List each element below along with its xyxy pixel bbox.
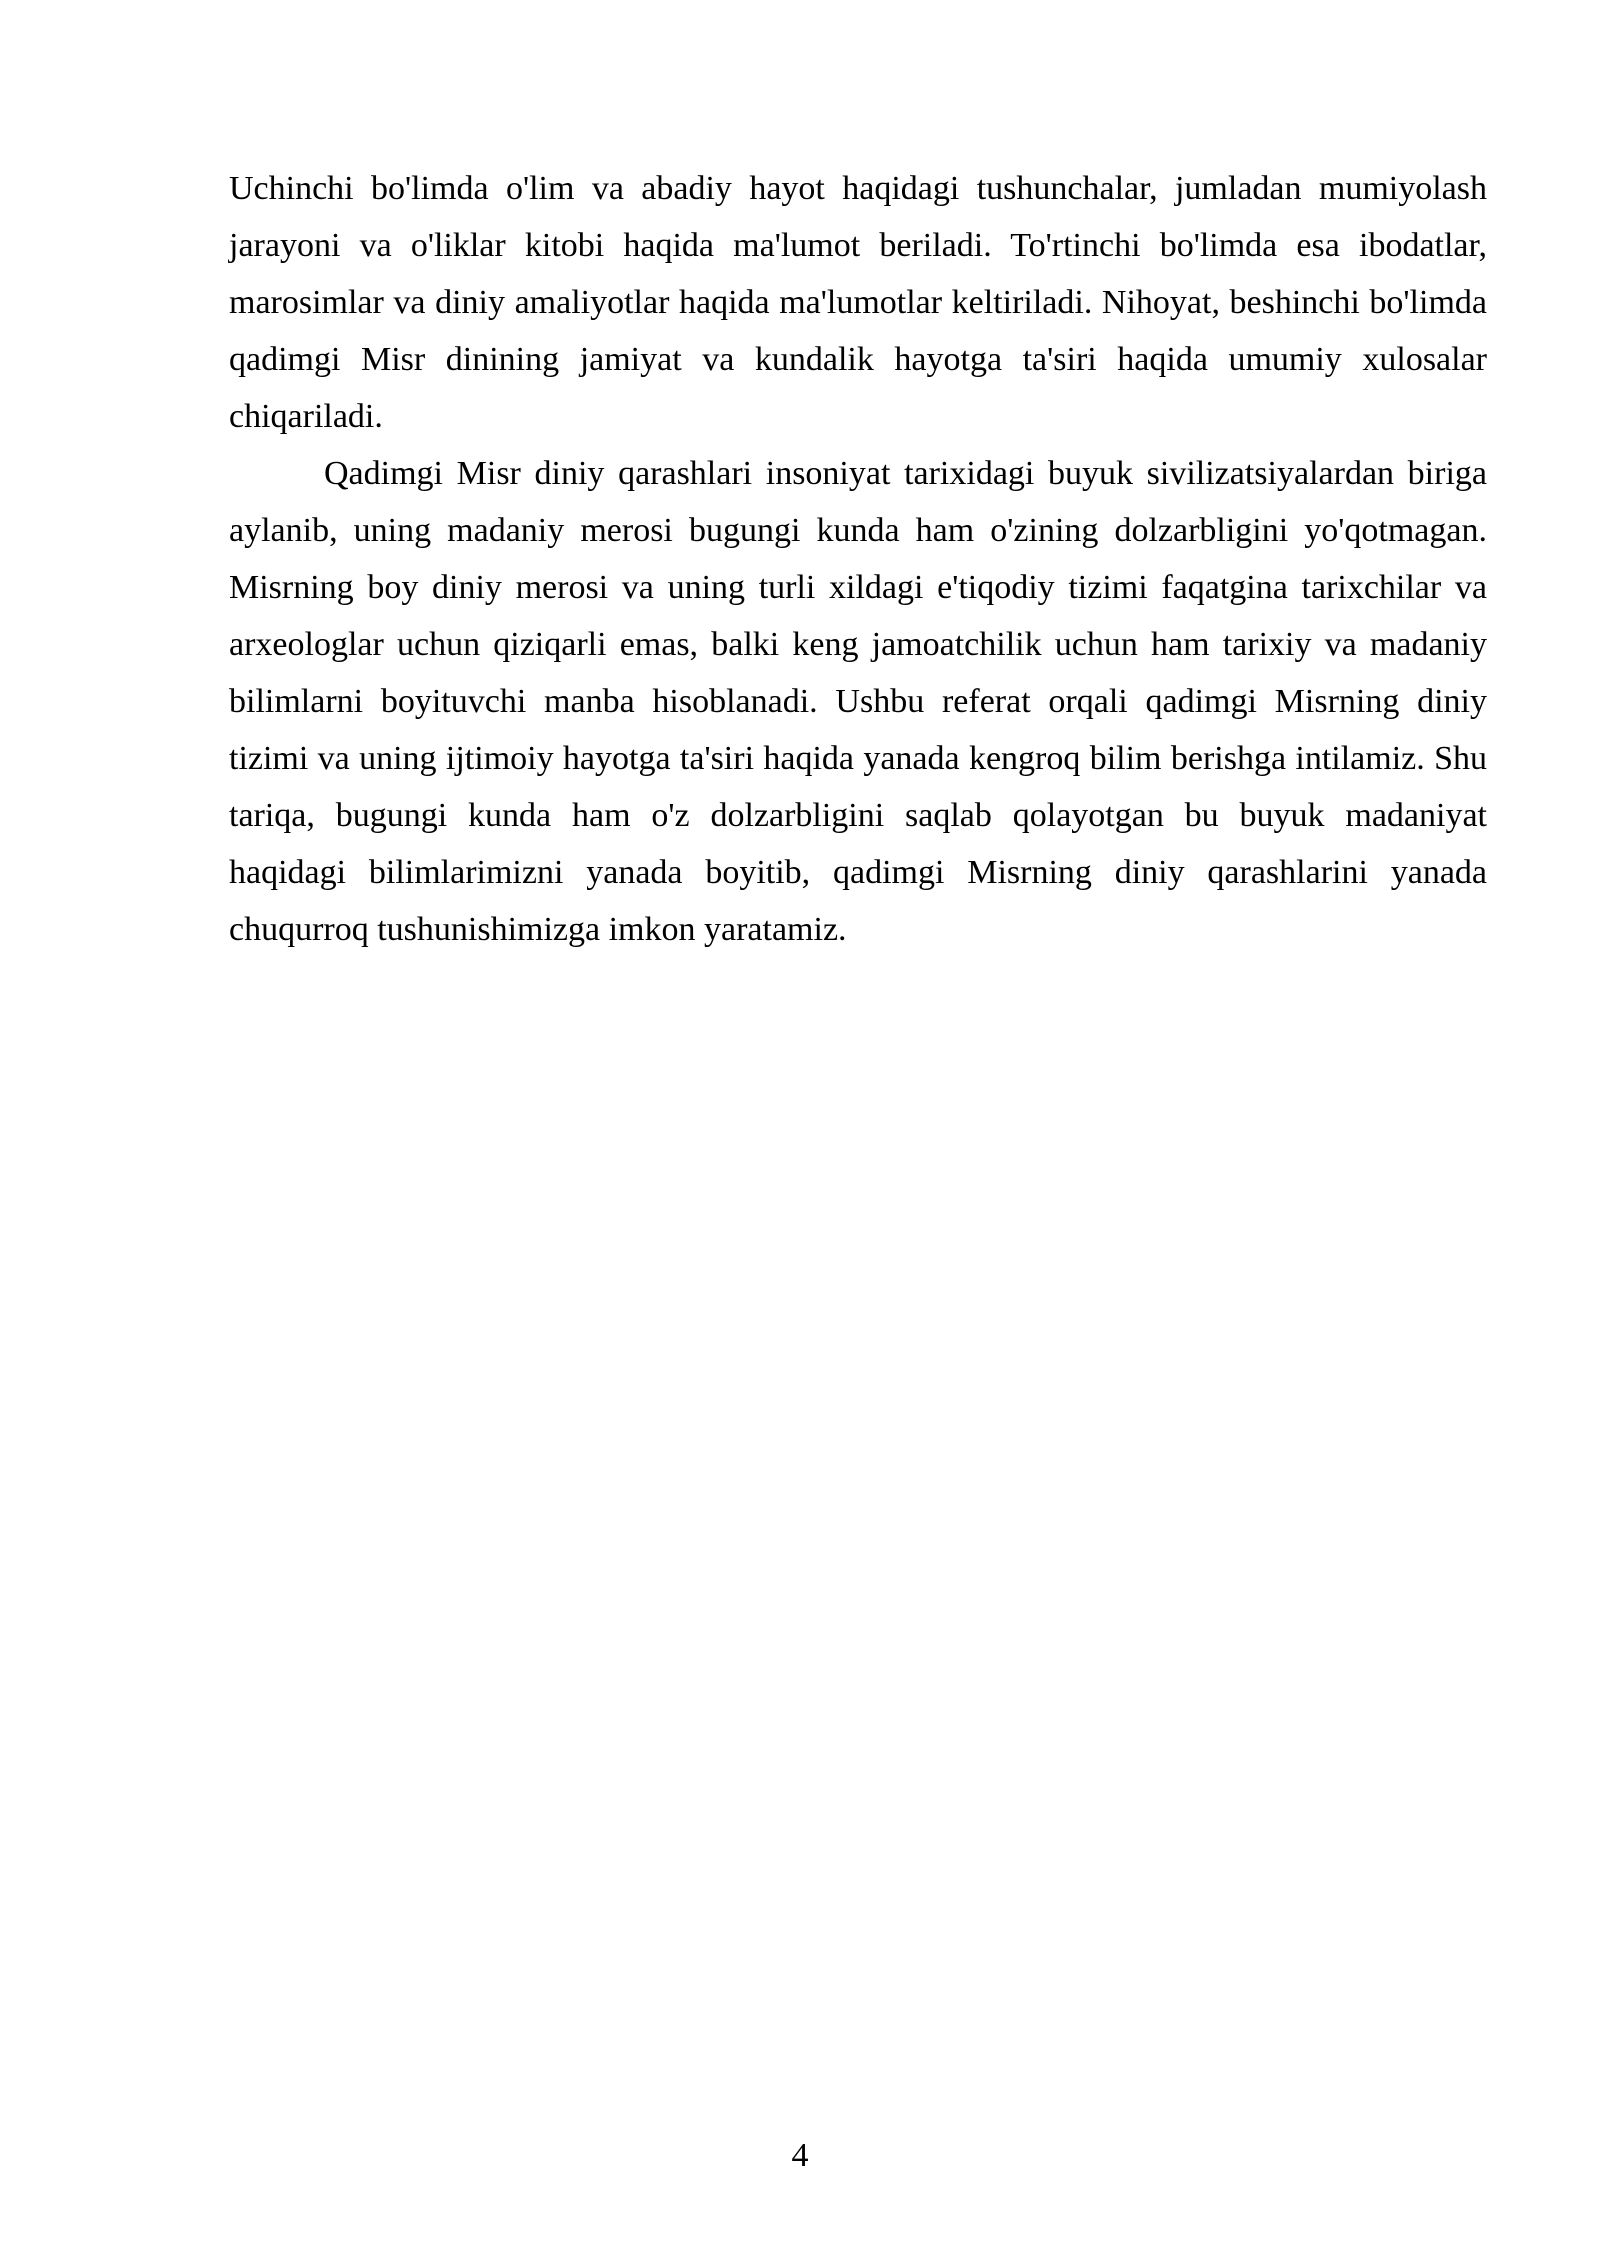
paragraph-religious-heritage: Qadimgi Misr diniy qarashlari insoniyat tarixidagi buyuk sivilizatsiyalardan biriga aylanib, uning madaniy merosi bugungi kunda ham o'zining dolzarbligini yo'qotmagan. Misrning boy diniy merosi va uning turli xildagi e'tiqodiy tizimi faqatgina tarixchilar va arxeologlar uchun qiziqarli emas, balki keng jamoatchilik uchun ham tarixiy va madaniy bilimlarni boyituvchi manba hisoblanadi. Ushbu referat orqali qadimgi Misrning diniy tizimi va uning ijtimoiy hayotga ta'siri haqida yanada kengroq bilim berishga intilamiz. Shu tariqa, bugungi kunda ham o'z dolzarbligini saqlab qolayotgan bu buyuk madaniyat haqidagi bilimlarimizni yanada boyitib, qadimgi Misrning diniy qarashlarini yanada chuqurroq tushunishimizga imkon yaratamiz. bbox=[229, 455, 1487, 948]
page-number: 4 bbox=[791, 2137, 809, 2174]
paragraph-sections-overview: Uchinchi bo'limda o'lim va abadiy hayot haqidagi tushunchalar, jumladan mumiyolash jarayoni va o'liklar kitobi haqida ma'lumot beriladi. To'rtinchi bo'limda esa ibodatlar, marosimlar va diniy amaliyotlar haqida ma'lumotlar keltiriladi. Nihoyat, beshinchi bo'limda qadimgi Misr dinining jamiyat va kundalik hayotga ta'siri haqida umumiy xulosalar chiqariladi. bbox=[229, 170, 1487, 435]
document-body bbox=[229, 160, 1487, 958]
